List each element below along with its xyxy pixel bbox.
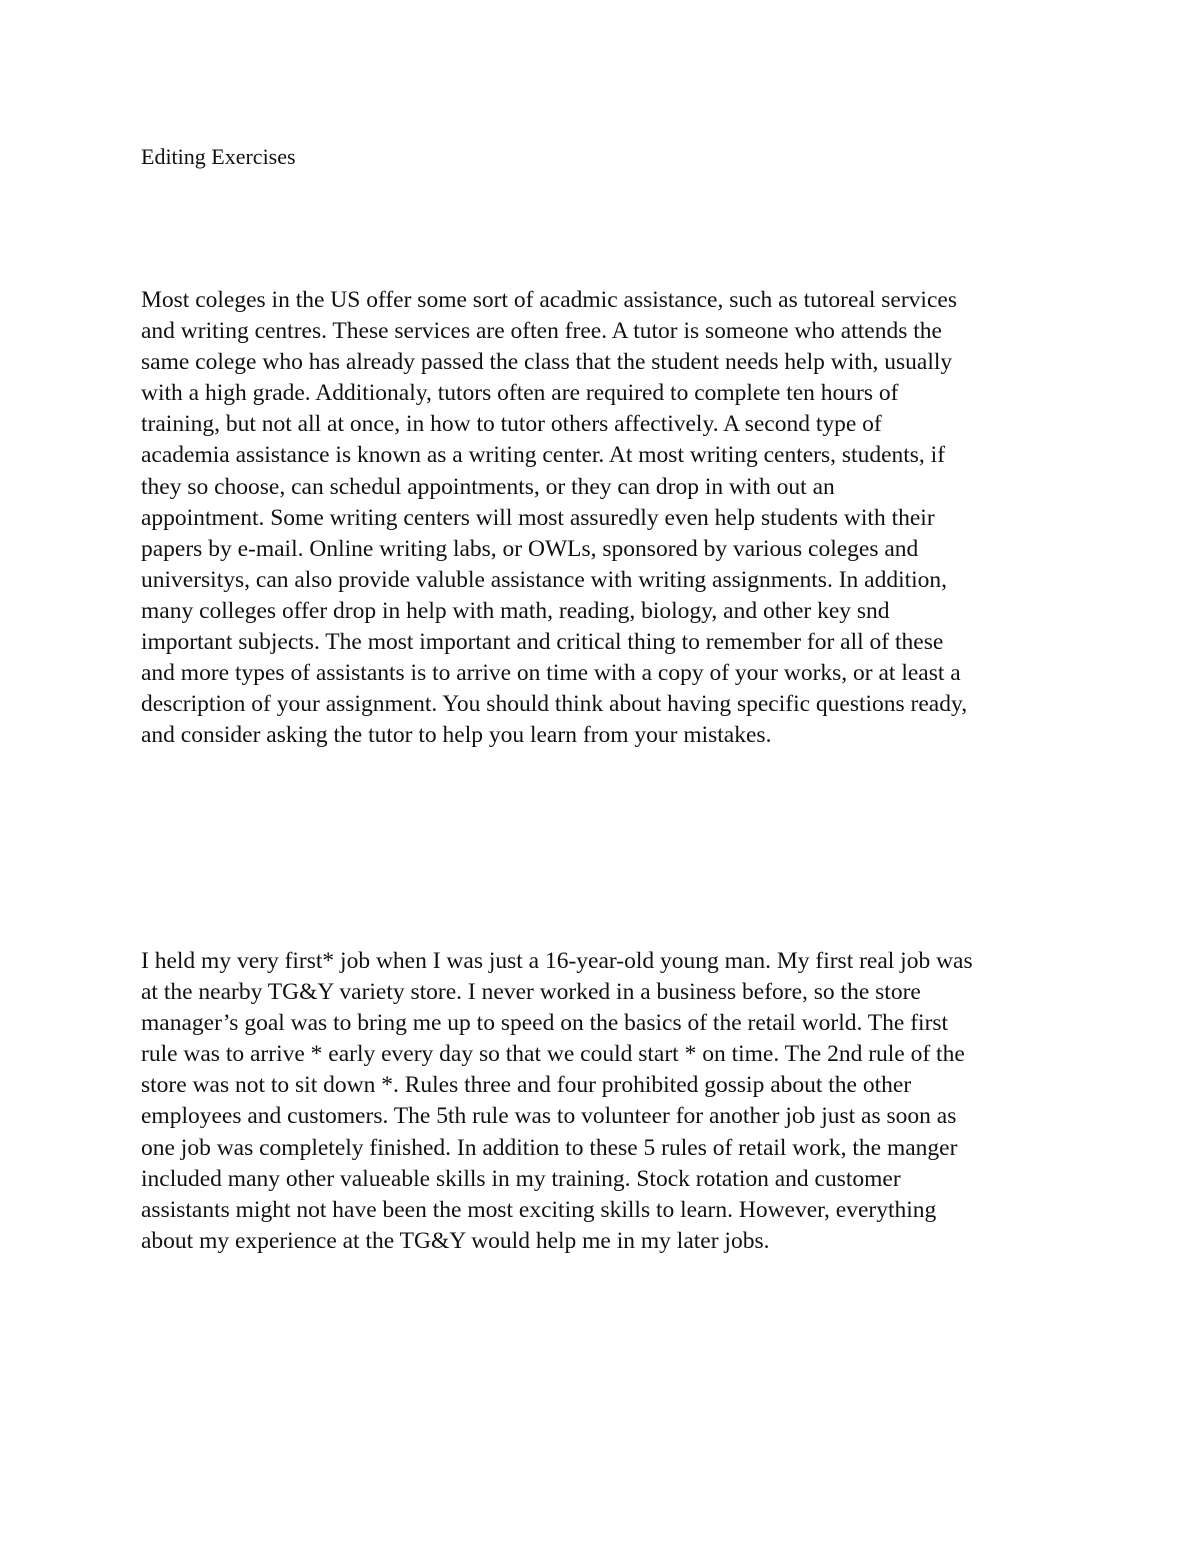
paragraph-line: appointment. Some writing centers will most assuredly even help students with their xyxy=(141,504,935,531)
paragraph-line: employees and customers. The 5th rule was to volunteer for another job just as soon as xyxy=(141,1103,957,1130)
paragraph-line: included many other valueable skills in my training. Stock rotation and customer xyxy=(141,1165,901,1192)
paragraph-line: assistants might not have been the most exciting skills to learn. However, everything xyxy=(141,1196,937,1223)
paragraph-line: I held my very first* job when I was just a 16-year-old young man. My first real job was xyxy=(141,948,973,974)
paragraph-line: training, but not all at once, in how to tutor others affectively. A second type of xyxy=(141,411,882,438)
document-title: Editing Exercises xyxy=(141,144,296,169)
paragraph-line: universitys, can also provide valuble assistance with writing assignments. In addition, xyxy=(141,566,948,593)
paragraph-line: Most coleges in the US offer some sort of acadmic assistance, such as tutoreal services xyxy=(141,287,957,313)
paragraph-line: academia assistance is known as a writing center. At most writing centers, students, if xyxy=(141,442,946,469)
paragraph-academic-assistance xyxy=(141,285,1076,751)
paragraph-line: manager’s goal was to bring me up to speed on the basics of the retail world. The first xyxy=(141,1010,949,1037)
paragraph-line: and consider asking the tutor to help you learn from your mistakes. xyxy=(141,722,772,749)
paragraph-line: and writing centres. These services are often free. A tutor is someone who attends the xyxy=(141,318,942,345)
paragraph-line: and more types of assistants is to arrive on time with a copy of your works, or at least a xyxy=(141,660,961,687)
paragraph-line: one job was completely finished. In addition to these 5 rules of retail work, the manger xyxy=(141,1134,958,1161)
paragraph-line: important subjects. The most important and critical thing to remember for all of these xyxy=(141,629,944,656)
paragraph-line: description of your assignment. You should think about having specific questions ready, xyxy=(141,691,968,718)
paragraph-line: many colleges offer drop in help with math, reading, biology, and other key snd xyxy=(141,597,890,624)
paragraph-line: papers by e-mail. Online writing labs, or OWLs, sponsored by various coleges and xyxy=(141,535,919,562)
paragraph-line: at the nearby TG&Y variety store. I never worked in a business before, so the store xyxy=(141,979,921,1006)
paragraph-line: about my experience at the TG&Y would help me in my later jobs. xyxy=(141,1227,770,1254)
paragraph-first-job xyxy=(141,946,1076,1257)
paragraph-line: same colege who has already passed the class that the student needs help with, usually xyxy=(141,349,953,376)
paragraph-line: with a high grade. Additionaly, tutors often are required to complete ten hours of xyxy=(141,380,899,407)
paragraph-line: rule was to arrive * early every day so that we could start * on time. The 2nd rule of the xyxy=(141,1041,965,1068)
paragraph-line: store was not to sit down *. Rules three and four prohibited gossip about the other xyxy=(141,1072,912,1099)
paragraph-line: they so choose, can schedul appointments, or they can drop in with out an xyxy=(141,473,835,500)
